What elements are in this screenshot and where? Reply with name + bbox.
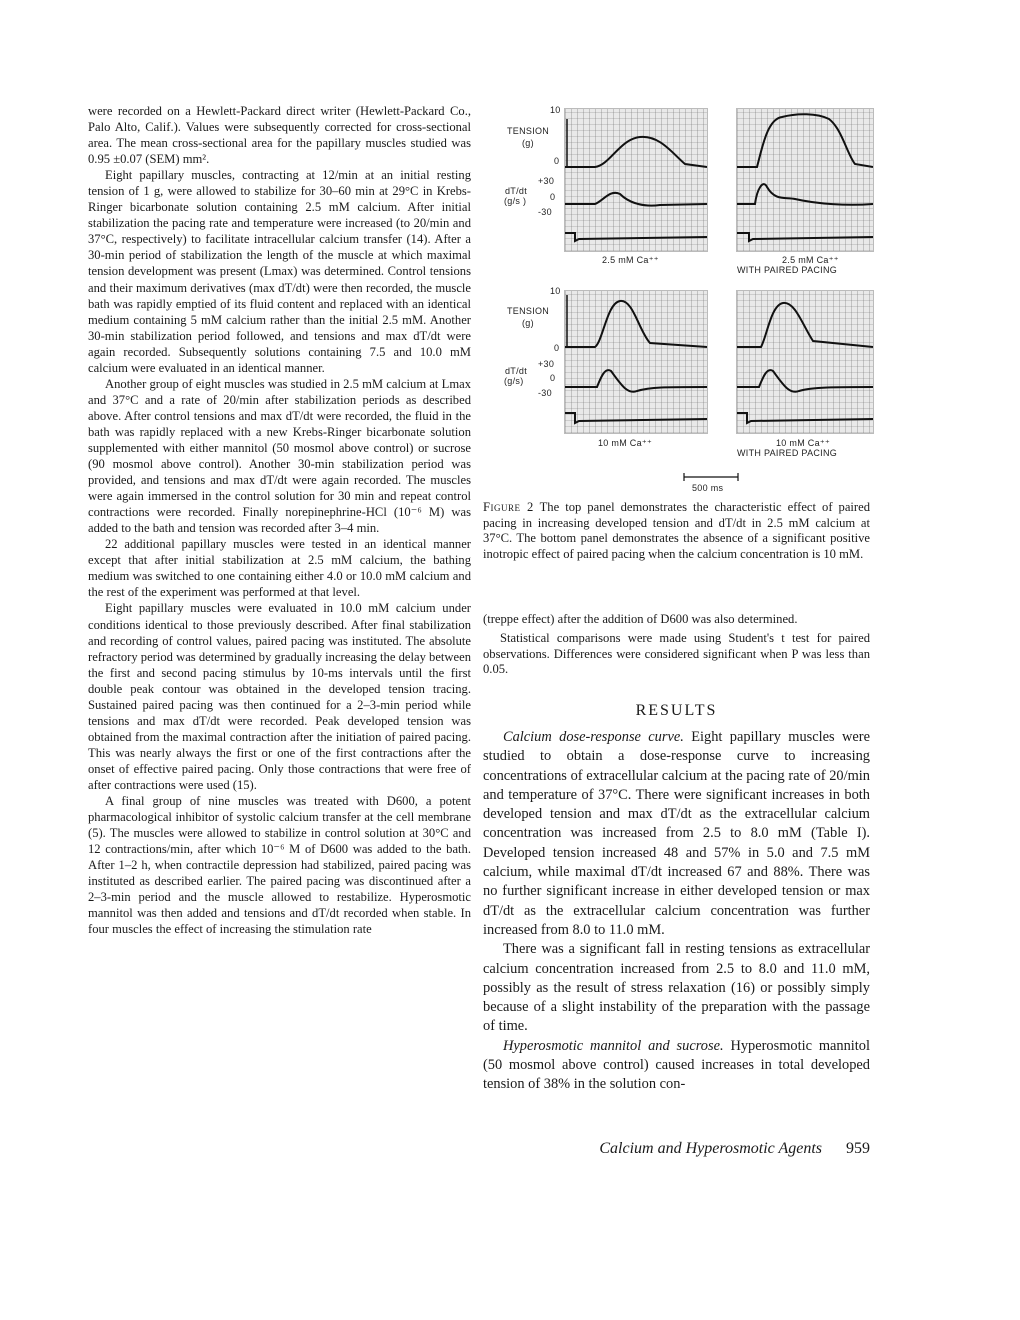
tension-unit: (g) [522, 318, 534, 328]
figure-2 [500, 100, 880, 500]
paragraph: Hyperosmotic mannitol (50 mosmol above control) caused increases in total developed tension of 38% in the solution con- [483, 1037, 870, 1093]
panel-label-10mM-paired-line2: WITH PAIRED PACING [737, 448, 838, 458]
trace-panel-10mM [564, 290, 708, 434]
tension-unit: (g) [522, 138, 534, 148]
dtdt-zero-tick: 0 [550, 373, 556, 383]
paragraph: A final group of nine muscles was treated with D600, a potent pharmacological inhibitor of systolic calcium transfer at the cell membrane (5). The muscles were allowed to stabilize in control solution at 30°C and 12 contractions/min, after which 10⁻⁶ M of D600 was added to the bath. After 1–2 h, when contractile depression had stabilized, paired pacing was instituted as described earlier. The paired pacing was discontinued after a 2–3-min period and the muscle allowed to restabilize. Hyperosmotic mannitol was then added and tensions and dT/dt recorded when stable. In four muscles the effect of increasing the stimulation rate [88, 794, 471, 937]
panel-label-2.5mM-paired-line1: 2.5 mM Ca⁺⁺ [782, 255, 839, 265]
trace-panel-2.5mM [564, 108, 708, 252]
dtdt-zero-tick: 0 [550, 192, 556, 202]
paragraph: There was a significant fall in resting tensions as extracellular calcium concentration increased from 2.5 to 8.0 and 11.0 mM, possibly as the result of stress relaxation (16) or possibly simply because of a slight instability of the preparation with the passage of time. [483, 941, 870, 1035]
tension-axis-label: TENSION [507, 306, 550, 316]
section-heading-results: RESULTS [635, 702, 718, 719]
page-footer [536, 1140, 870, 1158]
running-title: Calcium and Hyperosmotic Agents [599, 1140, 822, 1157]
dtdt-plus-tick: +30 [538, 176, 555, 186]
subheading: Calcium dose-response curve. [503, 729, 684, 745]
tension-max-tick: 10 [550, 105, 561, 115]
paragraph: Statistical comparisons were made using Student's t test for paired observations. Differences were considered significant when P was less than 0.05. [483, 630, 870, 677]
dtdt-minus-tick: -30 [538, 207, 552, 217]
tension-zero-tick: 0 [554, 343, 560, 353]
dtdt-axis-label: dT/dt [505, 366, 528, 376]
panel-label-10mM: 10 mM Ca⁺⁺ [598, 438, 653, 448]
paragraph: were recorded on a Hewlett-Packard direct writer (Hewlett-Packard Co., Palo Alto, Calif.). Values were subsequently corrected for cross-sectional area. The mean cross-sectional area for the papillary muscles studied was 0.95 ±0.07 (SEM) mm². [88, 104, 471, 167]
tension-axis-label: TENSION [507, 126, 550, 136]
dtdt-unit: (g/s ) [504, 196, 527, 206]
dtdt-axis-label: dT/dt [505, 186, 528, 196]
paragraph: Another group of eight muscles was studied in 2.5 mM calcium at Lmax and 37°C and a rate of 20/min after stabilization periods as described above. After control tensions and max dT/dt were recorded, the fluid in the bath was rapidly replaced with a new Krebs-Ringer bicarbonate solution supplemented with either mannitol (50 mosmol above control) or sucrose (90 mosmol above control). Another 30-min stabilization period was provided, and tensions and max dT/dt were again recorded. The muscles were again immersed in the control solution for 30 min and repeat control contractions were recorded. Finally norepinephrine-HCl (10⁻⁶ M) was added to the bath and tension was recorded after 3–4 min. [88, 376, 471, 536]
caption-text: The top panel demonstrates the characteristic effect of paired pacing in increasing developed tension and dT/dt in 2.5 mM calcium at 37°C. The bottom panel demonstrates the absence of a significant positive inotropic effect of paired pacing when the calcium concentration is 10 mM. [483, 500, 870, 561]
results-text [483, 728, 870, 1095]
page-number: 959 [846, 1140, 870, 1157]
paragraph: (treppe effect) after the addition of D600 was also determined. [483, 612, 798, 626]
paragraph: Eight papillary muscles, contracting at 12/min at an initial resting tension of 1 g, were allowed to stabilize for 30–60 min at 29°C in Krebs-Ringer bicarbonate solution containing 2.5 mM calcium. After initial stabilization the pacing rate and temperature were increased (to 20/min and 37°C, respectively) to facilitate intracellular calcium transfer (14). After a 30-min period of stabilization the length of the muscle at which maximal tension development was present (Lmax) was determined. Control tensions and their maximum derivatives (max dT/dt) were then recorded, the muscle bath was rapidly emptied of its fluid content and replaced with an identical medium containing 5 mM calcium rather than the initial 2.5 mM. Another 30-min stabilization period followed, and tensions and max dT/dt were again recorded. Subsequently solutions containing 7.5 and 10.0 mM calcium were evaluated in an identical manner. [88, 168, 471, 375]
figure-caption [483, 500, 870, 562]
scale-bar [682, 472, 742, 482]
dtdt-unit: (g/s) [504, 376, 524, 386]
panel-label-2.5mM: 2.5 mM Ca⁺⁺ [602, 255, 659, 265]
tension-max-tick: 10 [550, 286, 561, 296]
paragraph: 22 additional papillary muscles were tested in an identical manner except that after initial stabilization at 2.5 mM calcium, the bathing medium was switched to one containing either 4.0 or 10.0 mM calcium and the rest of the experiment was performed at that level. [88, 537, 471, 600]
trace-panel-10mM-paired [736, 290, 874, 434]
caption-figure-label: Figure 2 [483, 500, 534, 514]
trace-panel-2.5mM-paired [736, 108, 874, 252]
paragraph: Eight papillary muscles were evaluated in 10.0 mM calcium under conditions identical to those previously described. After final stabilization and recording of control values, paired pacing was instituted. The absolute refractory period was determined by gradually increasing the delay between the first and second pacing stimulus by 10-ms intervals until the first double peak contour was obtained in the developed tension tracing. Sustained paired pacing was then continued for a 2–3-min period while tensions and max dT/dt were recorded. Peak developed tension was obtained from the maximal contraction after the initiation of paired pacing. This was nearly always the first or one of the first contractions after the onset of effective paired pacing. Only those contractions that were free of after contractions were used (15). [88, 601, 471, 792]
dtdt-plus-tick: +30 [538, 359, 555, 369]
panel-label-2.5mM-paired-line2: WITH PAIRED PACING [737, 265, 838, 275]
tension-zero-tick: 0 [554, 156, 560, 166]
dtdt-minus-tick: -30 [538, 388, 552, 398]
subheading: Hyperosmotic mannitol and sucrose. [503, 1037, 724, 1054]
left-text-column [88, 103, 471, 937]
paragraph: Eight papillary muscles were studied to obtain a dose-response curve to increasing concentrations of extracellular calcium at the pacing rate of 20/min and temperature of 37°C. There were significant increases in both developed tension and max dT/dt as the extracellular calcium concentration was increased from 2.5 to 8.0 mM (Table I). Developed tension increased 48 and 57% in 5.0 and 7.5 mM calcium, while maximal dT/dt increased 67 and 88%. There was no further significant increase in either developed tension or max dT/dt as the extracellular calcium concentration was further increased from 8.0 to 11.0 mM. [483, 729, 870, 938]
scale-bar-label: 500 ms [692, 483, 724, 493]
right-methods-text [483, 612, 870, 681]
panel-label-10mM-paired-line1: 10 mM Ca⁺⁺ [776, 438, 831, 448]
